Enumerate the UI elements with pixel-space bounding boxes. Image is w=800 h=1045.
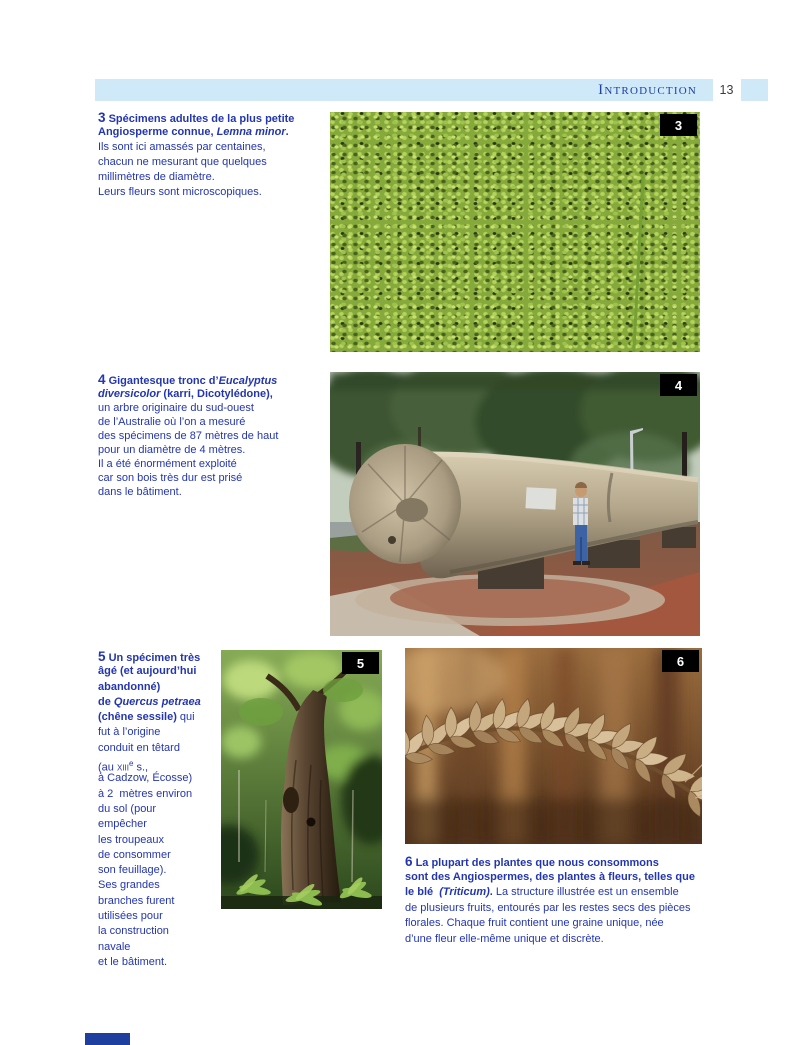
caption-line: de plusieurs fruits, entourés par les restes secs des pièces xyxy=(405,901,691,914)
caption-line: de l’Australie où l’on a mesuré xyxy=(98,416,246,428)
caption-line: les troupeaux xyxy=(98,833,165,846)
caption-line: 5 Un spécimen très xyxy=(98,649,201,664)
caption-line: utilisées pour xyxy=(98,910,163,923)
caption-line: Il a été énormément exploité xyxy=(98,458,237,470)
caption-line: diversicolor (karri, Dicotylédone), xyxy=(98,388,273,400)
caption-line: des spécimens de 87 mètres de haut xyxy=(98,430,279,442)
figure-6-photo-wheat-ear xyxy=(405,648,702,844)
figure-4-photo-giant-log xyxy=(330,372,700,636)
caption-line: Ses grandes xyxy=(98,879,160,892)
figure-5-photo-old-oak xyxy=(221,650,382,909)
caption-line: 3 Spécimens adultes de la plus petite xyxy=(98,110,295,125)
giant-log-illustration xyxy=(330,372,700,636)
page-number: 13 xyxy=(719,83,734,97)
caption-line: sont des Angiospermes, des plantes à fleurs, telles que xyxy=(405,870,695,883)
wheat-ear-illustration xyxy=(405,648,702,844)
caption-line: Angiosperme connue, Lemna minor. xyxy=(98,126,289,138)
caption-line: de consommer xyxy=(98,848,171,861)
caption-line: du sol (pour xyxy=(98,802,157,815)
caption-figure-4 xyxy=(98,373,278,499)
caption-line: florales. Chaque fruit contient une graine unique, née xyxy=(405,917,664,930)
caption-line: Ils sont ici amassés par centaines, xyxy=(98,141,266,153)
figure-3-label: 3 xyxy=(660,114,697,136)
caption-figure-6 xyxy=(405,854,695,948)
caption-line: 4 Gigantesque tronc d’Eucalyptus xyxy=(98,372,278,387)
caption-line: (au xiii$^e$ s., xyxy=(98,759,149,774)
caption-line: la construction xyxy=(98,925,169,938)
page-title: Introduction xyxy=(598,81,697,98)
old-oak-illustration xyxy=(221,650,382,909)
caption-line: car son bois très dur est prisé xyxy=(98,472,243,484)
caption-line: navale xyxy=(98,940,131,953)
caption-line: Leurs fleurs sont microscopiques. xyxy=(98,186,262,198)
caption-line: à Cadzow, Écosse) xyxy=(98,772,193,785)
figure-6-label: 6 xyxy=(662,650,699,672)
caption-line: abandonné) xyxy=(98,680,161,693)
caption-line: à 2 mètres environ xyxy=(98,787,193,800)
figure-3-photo-duckweed xyxy=(330,112,700,352)
caption-line: pour un diamètre de 4 mètres. xyxy=(98,444,246,456)
caption-line: (chêne sessile) qui xyxy=(98,711,195,724)
caption-figure-3 xyxy=(98,110,294,200)
caption-line: conduit en têtard xyxy=(98,741,180,754)
figure-4-label: 4 xyxy=(660,374,697,396)
footer-chapter-tab xyxy=(85,1033,130,1045)
caption-line: âgé (et aujourd’hui xyxy=(98,665,197,678)
caption-figure-5 xyxy=(98,649,201,970)
duckweed-texture xyxy=(330,112,700,352)
caption-line: empêcher xyxy=(98,818,147,831)
caption-line: dans le bâtiment. xyxy=(98,486,182,498)
caption-line: 6 La plupart des plantes que nous consommons xyxy=(405,854,659,869)
caption-line: millimètres de diamètre. xyxy=(98,171,215,183)
caption-line: le blé (Triticum). La structure illustrée est un ensemble xyxy=(405,886,679,899)
caption-line: fut à l’origine xyxy=(98,726,161,739)
caption-line: branches furent xyxy=(98,894,175,907)
header-accent-square xyxy=(741,79,768,101)
figure-5-label: 5 xyxy=(342,652,379,674)
caption-line: son feuillage). xyxy=(98,864,167,877)
caption-line: d’une fleur elle-même unique et discrète. xyxy=(405,932,604,945)
header-bar xyxy=(95,79,713,101)
caption-line: chacun ne mesurant que quelques xyxy=(98,156,267,168)
caption-line: un arbre originaire du sud-ouest xyxy=(98,402,254,414)
caption-line: de Quercus petraea xyxy=(98,695,201,708)
caption-line: et le bâtiment. xyxy=(98,955,168,968)
